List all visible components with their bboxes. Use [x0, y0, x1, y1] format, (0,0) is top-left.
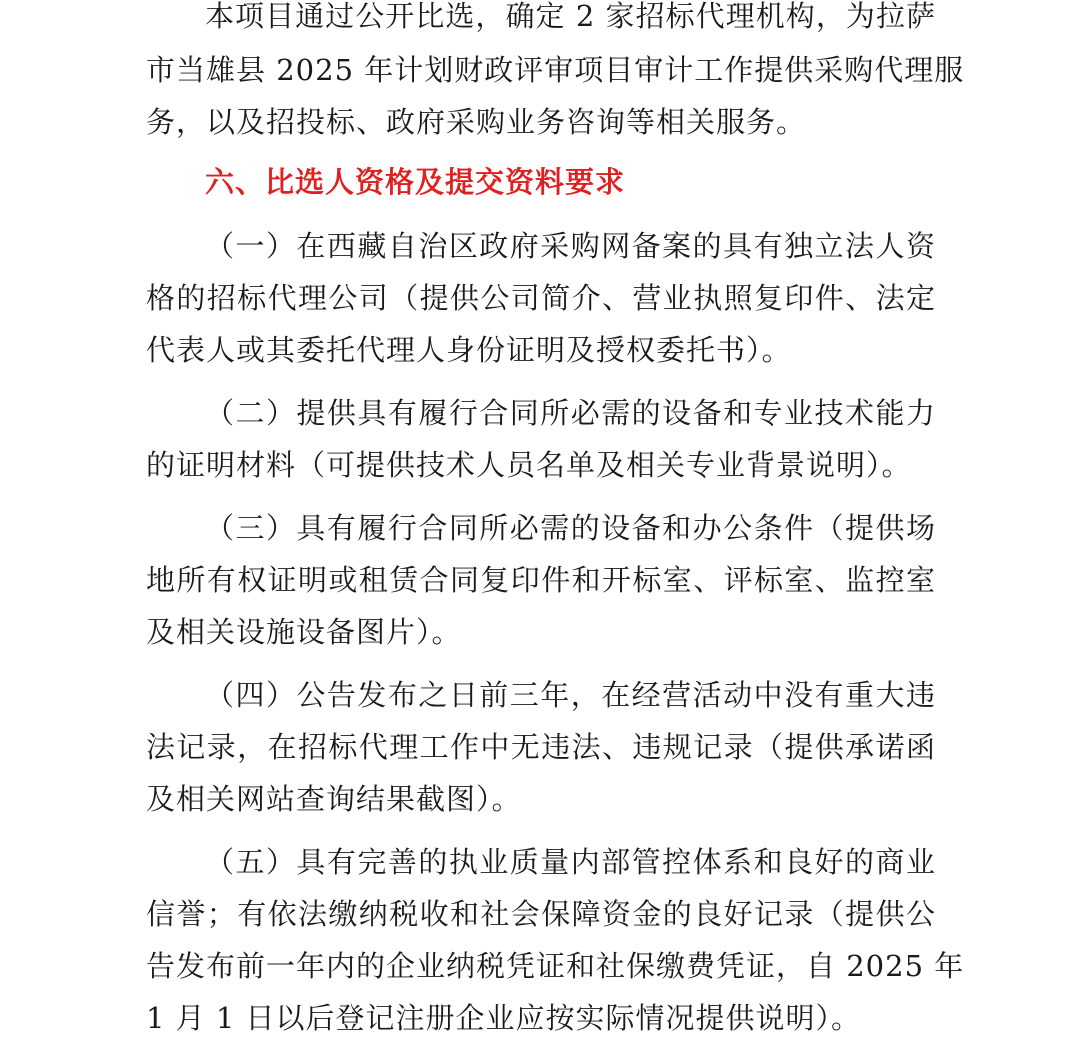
item-3-line-1: （三）具有履行合同所必需的设备和办公条件（提供场 [205, 511, 936, 545]
section-heading: 六、比选人资格及提交资料要求 [205, 165, 626, 199]
item-5-line-3: 告发布前一年内的企业纳税凭证和社保缴费凭证，自 2025 年 [146, 949, 965, 983]
item-1-line-3: 代表人或其委托代理人身份证明及授权委托书）。 [146, 333, 792, 367]
item-1-line-1: （一）在西藏自治区政府采购网备案的具有独立法人资 [205, 229, 936, 263]
intro-line-2: 市当雄县 2025 年计划财政评审项目审计工作提供采购代理服 [146, 53, 965, 87]
item-5-line-1: （五）具有完善的执业质量内部管控体系和良好的商业 [205, 845, 936, 879]
item-5-line-4: 1 月 1 日以后登记注册企业应按实际情况提供说明）。 [146, 1001, 862, 1035]
item-2-line-1: （二）提供具有履行合同所必需的设备和专业技术能力 [205, 396, 936, 430]
item-4-line-1: （四）公告发布之日前三年，在经营活动中没有重大违 [205, 678, 936, 712]
intro-line-3: 务，以及招投标、政府采购业务咨询等相关服务。 [146, 105, 807, 139]
item-3-line-2: 地所有权证明或租赁合同复印件和开标室、评标室、监控室 [146, 563, 936, 597]
item-3-line-3: 及相关设施设备图片）。 [146, 615, 462, 649]
item-4-line-3: 及相关网站查询结果截图）。 [146, 782, 522, 816]
intro-line-1: 本项目通过公开比选，确定 2 家招标代理机构，为拉萨 [205, 0, 936, 33]
item-5-line-2: 信誉；有依法缴纳税收和社会保障资金的良好记录（提供公 [146, 897, 936, 931]
item-4-line-2: 法记录，在招标代理工作中无违法、违规记录（提供承诺函 [146, 730, 936, 764]
item-1-line-2: 格的招标代理公司（提供公司简介、营业执照复印件、法定 [146, 281, 936, 315]
item-2-line-2: 的证明材料（可提供技术人员名单及相关专业背景说明）。 [146, 448, 912, 482]
